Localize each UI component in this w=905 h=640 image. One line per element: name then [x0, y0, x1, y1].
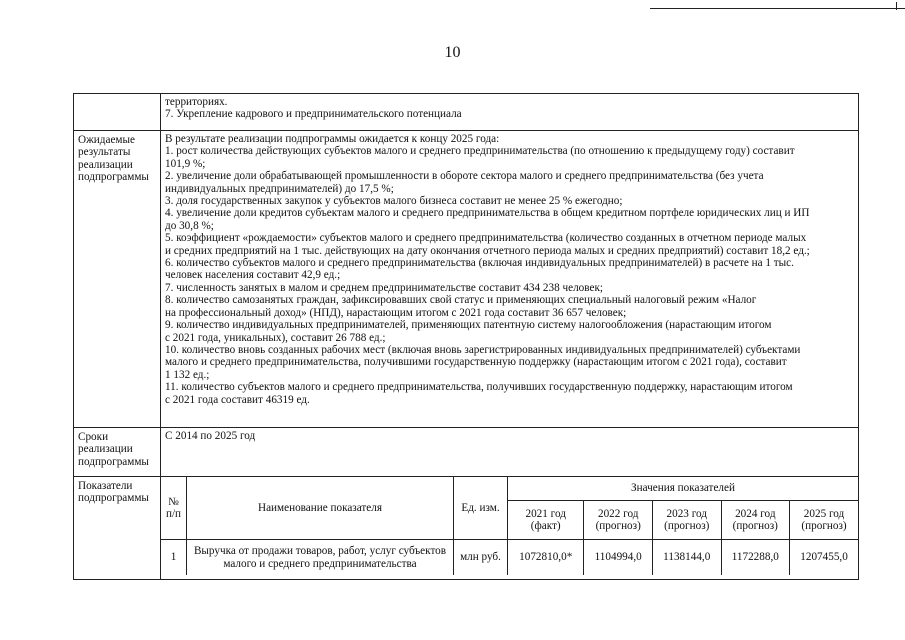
label-line: реализации — [78, 158, 133, 171]
header-values-group: Значения показателей — [508, 477, 859, 501]
row-content — [161, 131, 858, 427]
header-year — [652, 501, 721, 540]
row-content — [161, 428, 858, 476]
year-line: 2024 год — [735, 507, 776, 520]
text-line: территориях. — [165, 96, 228, 108]
label-line: подпрограммы — [78, 492, 149, 505]
text-line: 10. количество вновь созданных рабочих мест (включая вновь зарегистрированных индивидуальных предпринимателей) субъектами — [165, 343, 801, 356]
label-line: Ожидаемые — [78, 134, 135, 146]
text-line: индивидуальных предпринимателей) до 17,5 %; — [165, 182, 394, 195]
year-line: (прогноз) — [801, 520, 847, 532]
label-line: подпрограммы — [78, 171, 149, 184]
label-line: Показатели — [78, 480, 133, 492]
indicators-table — [161, 477, 858, 575]
year-line: (факт) — [530, 520, 561, 532]
text-line: 3. доля государственных закупок у субъектов малого бизнеса составит не менее 25 % ежегодно; — [165, 195, 623, 208]
text-line: с 2021 года, уникальных), составит 26 788 ед.; — [165, 331, 386, 344]
label-line: подпрограммы — [78, 455, 149, 468]
year-line: (прогноз) — [732, 520, 778, 532]
row-label — [74, 94, 161, 130]
cell-number: 1 — [161, 540, 187, 576]
label-line: Сроки — [78, 431, 109, 443]
header-indicator-name: Наименование показателя — [187, 477, 454, 540]
cell-value: 1207455,0 — [790, 540, 858, 576]
text-line: С 2014 по 2025 год — [165, 430, 256, 442]
cell-value: 1172288,0 — [721, 540, 790, 576]
text-line: 6. количество субъектов малого и среднего предпринимательства (включая индивидуальных предпринимателей) в расчете на 1 тыс. — [165, 257, 794, 270]
scan-edge-line — [650, 8, 905, 9]
cell-value: 1104994,0 — [584, 540, 653, 576]
text-line: 8. количество самозанятых граждан, зафиксировавших свой статус и применяющих специальный налоговый режим «Налог — [165, 294, 757, 307]
row-label — [74, 131, 161, 427]
cell-value: 1138144,0 — [652, 540, 721, 576]
header-year — [508, 501, 584, 540]
row-label — [74, 428, 161, 476]
text-line: 11. количество субъектов малого и среднего предпринимательства, получивших государственную поддержку, нарастающим итогом — [165, 381, 793, 394]
indicators-header-row — [161, 477, 858, 501]
text-line: 1. рост количества действующих субъектов малого и среднего предпринимательства (по отношению к предыдущему году) составит — [165, 145, 795, 158]
header-number-line: п/п — [165, 508, 182, 520]
label-line: результаты — [78, 146, 131, 159]
year-line: (прогноз) — [664, 520, 710, 532]
text-line: 2. увеличение доли обрабатывающей промышленности в обороте сектора малого и среднего предпринимательства (без учета — [165, 170, 764, 183]
text-line: человек населения составит 42,9 ед.; — [165, 269, 341, 282]
name-line: малого и среднего предпринимательства — [223, 557, 417, 570]
text-line: 9. количество индивидуальных предпринимателей, применяющих патентную систему налогообложения (нарастающим итогом — [165, 319, 772, 332]
year-line: 2023 год — [666, 507, 707, 520]
year-line: (прогноз) — [595, 520, 641, 532]
row-label — [74, 477, 161, 579]
name-line: Выручка от продажи товаров, работ, услуг субъектов — [193, 545, 447, 558]
row-implementation-period — [73, 428, 859, 477]
year-line: 2025 год — [803, 507, 845, 520]
label-line: реализации — [78, 443, 133, 456]
row-content — [161, 94, 858, 130]
page-number: 10 — [444, 44, 461, 61]
text-line: 7. Укрепление кадрового и предпринимательского потенциала — [165, 108, 462, 121]
text-line: 1 132 ед.; — [165, 368, 210, 381]
text-line: с 2021 года составит 46319 ед. — [165, 393, 310, 406]
row-content — [161, 477, 858, 579]
table-row — [161, 540, 858, 576]
cell-indicator-name — [187, 540, 454, 576]
text-line: малого и среднего предпринимательства, получившими государственную поддержку (нарастающим итогом с 2021 года), составит — [165, 356, 787, 369]
text-line: 5. коэффициент «рождаемости» субъектов малого и среднего предпринимательства (количество созданных в отчетном периоде малых — [165, 232, 807, 245]
cell-value: 1072810,0* — [508, 540, 584, 576]
passport-table — [73, 93, 859, 580]
row-indicators — [73, 477, 859, 580]
header-unit: Ед. изм. — [454, 477, 508, 540]
header-year — [721, 501, 790, 540]
text-line: 101,9 %; — [165, 157, 206, 170]
text-line: 7. численность занятых в малом и среднем предпринимательстве составит 434 238 человек; — [165, 281, 603, 294]
text-line: до 30,8 %; — [165, 219, 214, 232]
row-expected-results — [73, 131, 859, 428]
header-number — [161, 477, 187, 540]
text-line: на профессиональный доход» (НПД), нарастающим итогом с 2021 года составит 36 657 человек; — [165, 306, 627, 319]
year-line: 2021 год — [525, 507, 566, 520]
cell-unit: млн руб. — [454, 540, 508, 576]
text-line: и средних предприятий на 1 тыс. действующих на дату окончания отчетного периода малых и средних предприятий) составит 18,2 ед.; — [165, 244, 810, 257]
row-tasks-continued — [73, 93, 859, 131]
text-line: 4. увеличение доли кредитов субъектам малого и среднего предпринимательства в общем кредитном портфеле юридических лиц и ИП — [165, 207, 810, 220]
header-year — [790, 501, 858, 540]
header-number-line: № — [168, 495, 179, 508]
header-year — [584, 501, 653, 540]
scan-edge-tick — [896, 2, 897, 10]
text-line: В результате реализации подпрограммы ожидается к концу 2025 года: — [165, 133, 500, 145]
year-line: 2022 год — [597, 507, 639, 520]
